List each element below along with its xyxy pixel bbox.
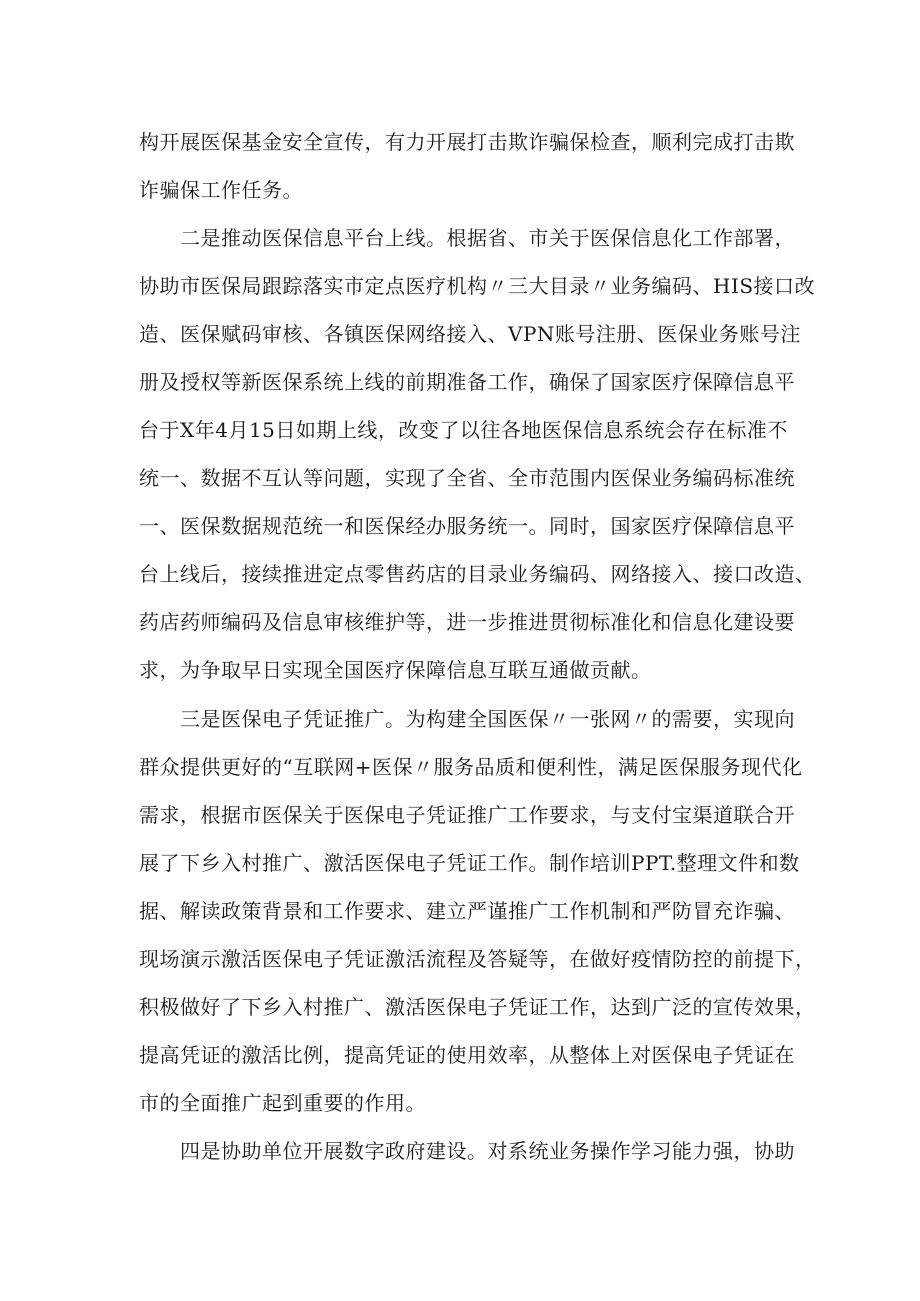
text-line: 求，为争取早日实现全国医疗保障信息互联互通做贡献。 <box>139 658 652 682</box>
text-line: 造、医保赋码审核、各镇医保网络接入、VPN账号注册、医保业务账号注 <box>139 322 801 346</box>
text-line: 需求，根据市医保关于医保电子凭证推广工作要求，与支付宝渠道联合开 <box>139 803 795 827</box>
paragraph-4-start: 四是协助单位开展数字政府建设。对系统业务操作学习能力强，协助 <box>180 1139 795 1163</box>
text-line: 展了下乡入村推广、激活医保电子凭证工作。制作培训PPT.整理文件和数 <box>139 851 800 875</box>
text-line: 提高凭证的激活比例，提高凭证的使用效率，从整体上对医保电子凭证在 <box>139 1043 795 1067</box>
text-line: 现场演示激活医保电子凭证激活流程及答疑等，在做好疫情防控的前提下， <box>139 947 816 971</box>
text-line: 一、医保数据规范统一和医保经办服务统一。同时，国家医疗保障信息平 <box>139 514 795 538</box>
text-line: 积极做好了下乡入村推广、激活医保电子凭证工作，达到广泛的宣传效果， <box>139 995 816 1019</box>
paragraph-2-start: 二是推动医保信息平台上线。根据省、市关于医保信息化工作部署， <box>180 226 795 250</box>
text-line: 据、解读政策背景和工作要求、建立严谨推广工作机制和严防冒充诈骗、 <box>139 899 795 923</box>
text-line: 群众提供更好的“互联网+医保〃服务品质和便利性，满足医保服务现代化 <box>139 755 803 779</box>
text-line: 市的全面推广起到重要的作用。 <box>139 1091 426 1115</box>
paragraph-3-start: 三是医保电子凭证推广。为构建全国医保〃一张网〃的需要，实现向 <box>180 707 795 731</box>
text-line: 台上线后，接续推进定点零售药店的目录业务编码、网络接入、接口改造、 <box>139 562 816 586</box>
text-line: 药店药师编码及信息审核维护等，进一步推进贯彻标准化和信息化建设要 <box>139 610 795 634</box>
text-line: 协助市医保局跟踪落实市定点医疗机构〃三大目录〃业务编码、HIS接口改 <box>139 274 816 298</box>
text-line: 台于X年4月15日如期上线，改变了以往各地医保信息系统会存在标准不 <box>139 418 788 442</box>
text-line: 册及授权等新医保系统上线的前期准备工作，确保了国家医疗保障信息平 <box>139 370 795 394</box>
text-line: 诈骗保工作任务。 <box>139 178 303 202</box>
text-line: 统一、数据不互认等问题，实现了全省、全市范围内医保业务编码标准统 <box>139 466 795 490</box>
text-line: 构开展医保基金安全宣传，有力开展打击欺诈骗保检查，顺利完成打击欺 <box>139 130 795 154</box>
